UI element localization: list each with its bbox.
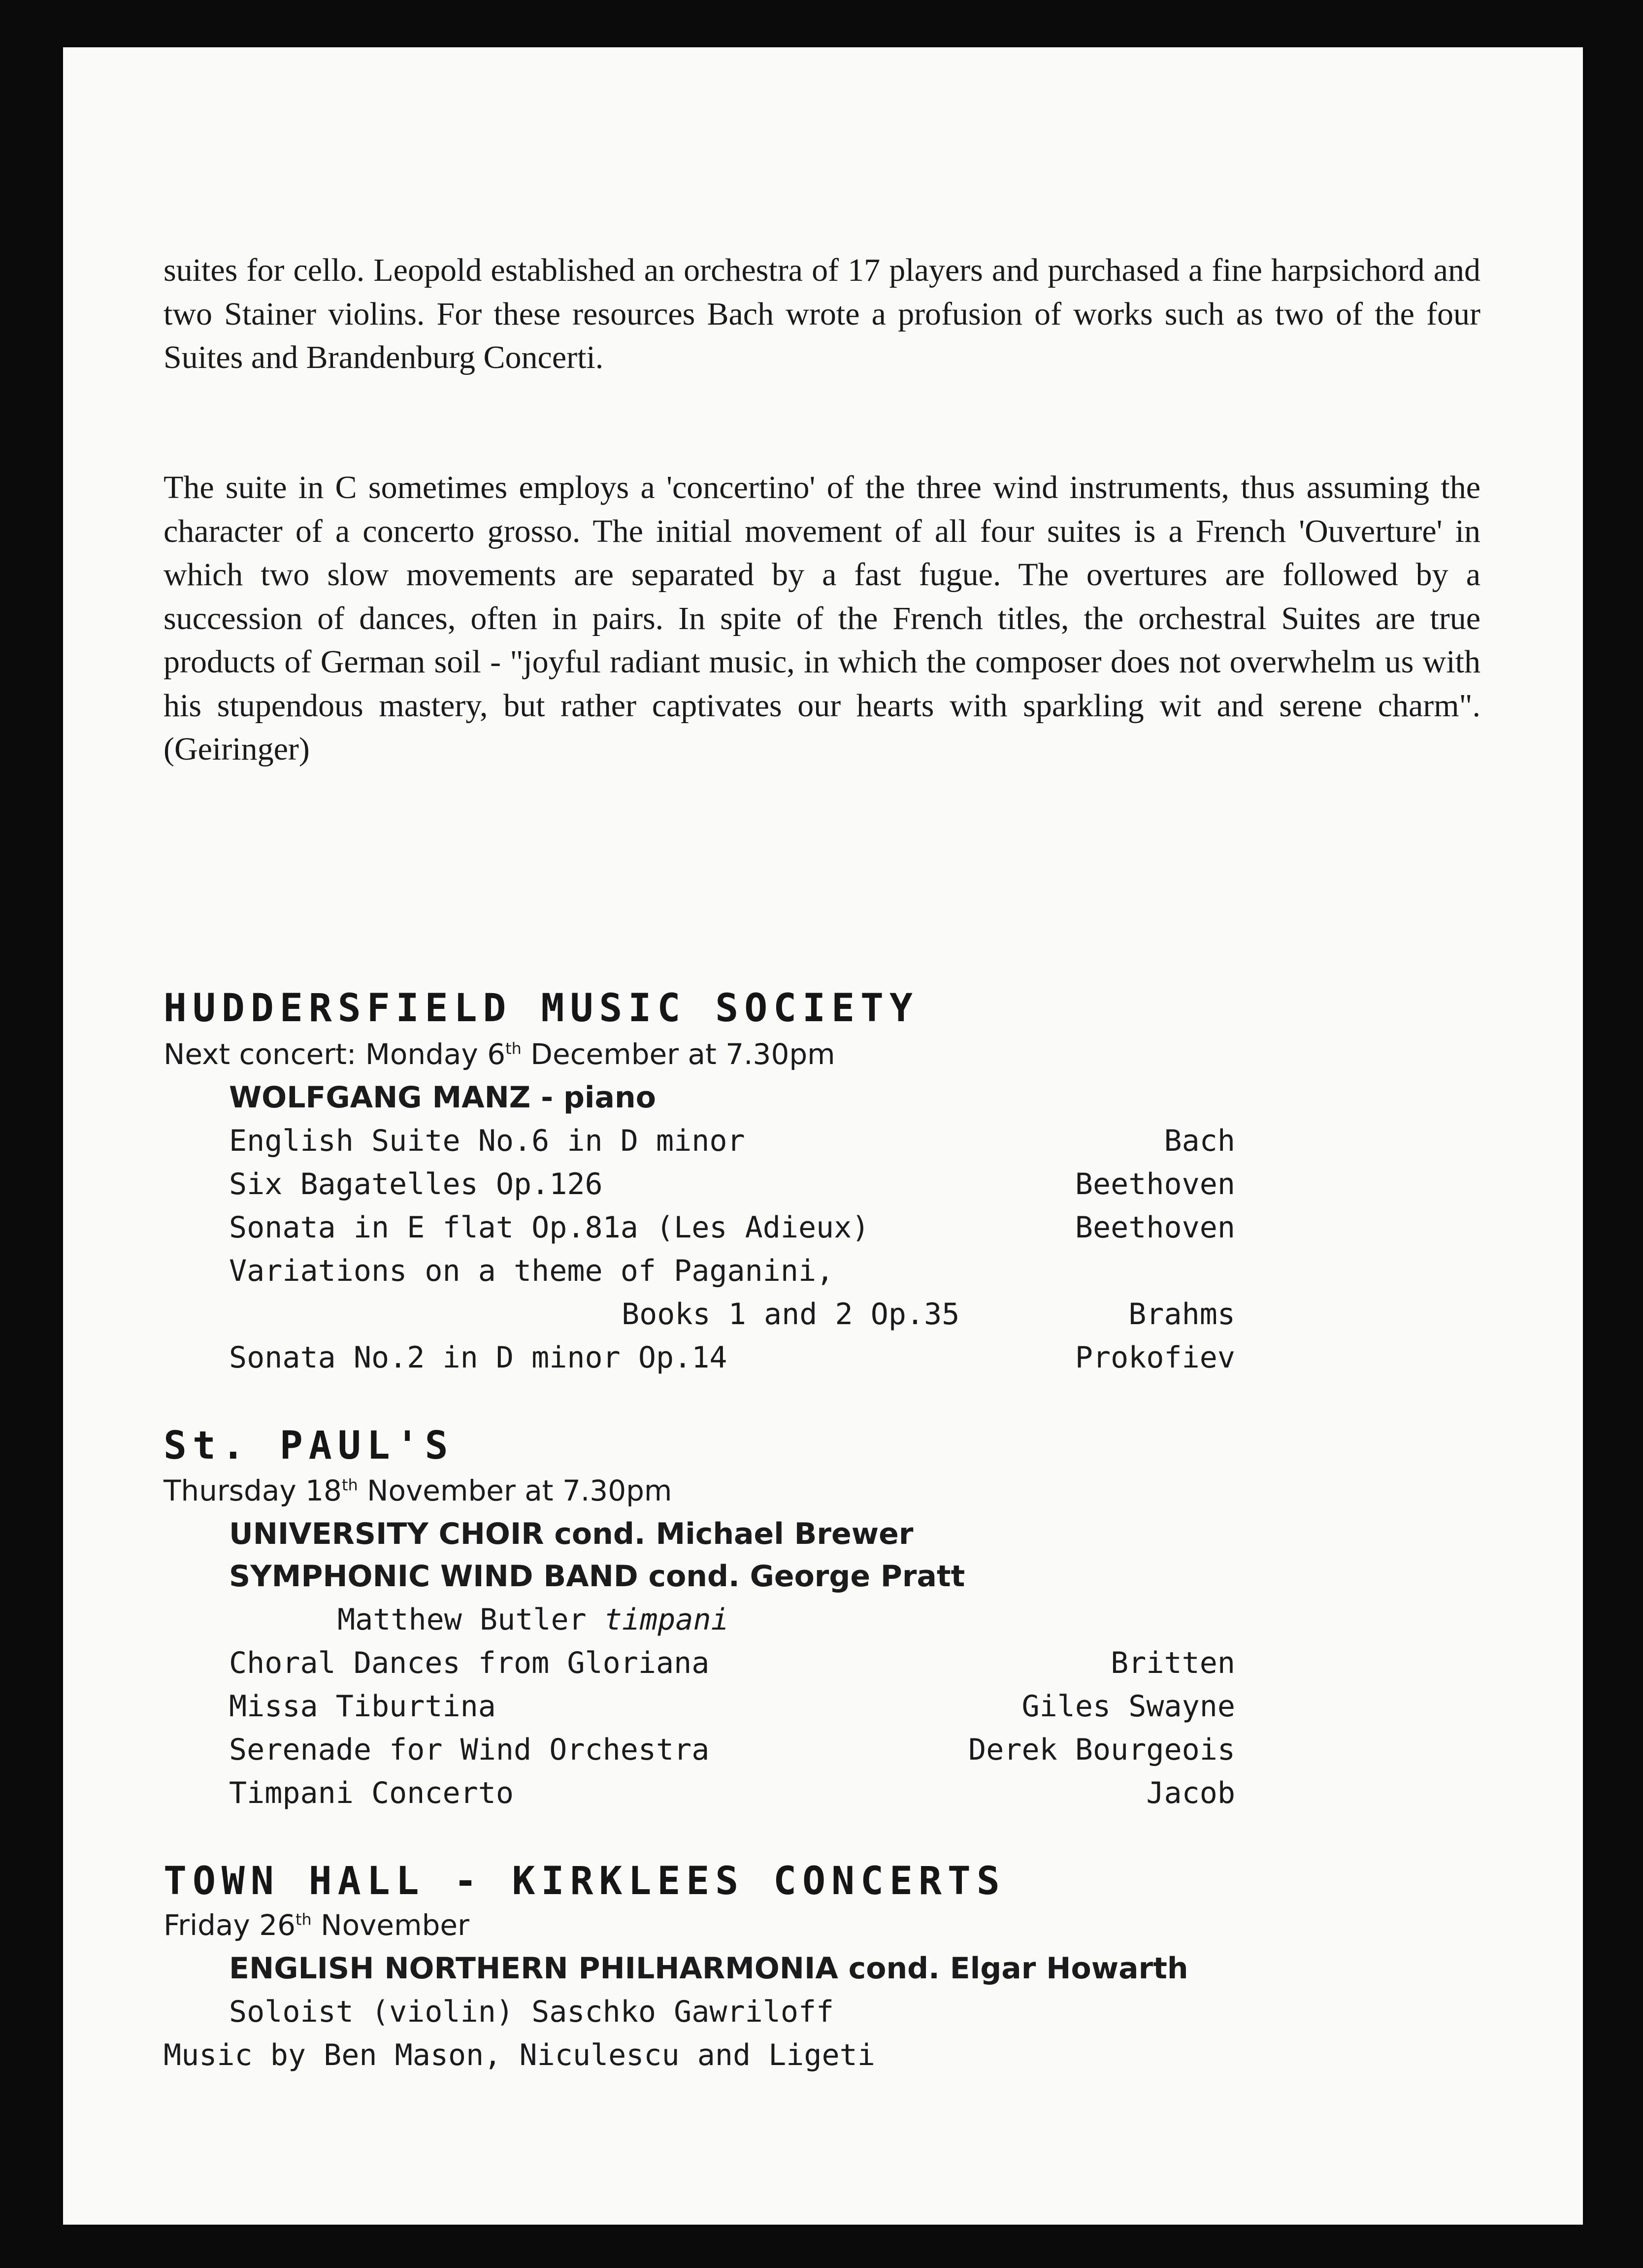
hms-heading: HUDDERSFIELD MUSIC SOCIETY: [164, 986, 919, 1031]
hms-work-composer: Beethoven: [1075, 1167, 1235, 1201]
hms-work-composer: Brahms: [1128, 1297, 1235, 1332]
townhall-heading: TOWN HALL - KIRKLEES CONCERTS: [164, 1859, 1006, 1903]
hms-work-title: Books 1 and 2 Op.35: [622, 1297, 960, 1332]
hms-work-composer: Prokofiev: [1075, 1340, 1235, 1375]
stpauls-work-title: Serenade for Wind Orchestra: [229, 1733, 710, 1767]
stpauls-work-title: Missa Tiburtina: [229, 1689, 496, 1724]
hms-work-title: English Suite No.6 in D minor: [229, 1124, 745, 1158]
townhall-soloist: Soloist (violin) Saschko Gawriloff: [229, 1995, 834, 2029]
stpauls-performer-2: SYMPHONIC WIND BAND cond. George Pratt: [229, 1559, 965, 1594]
stpauls-performer-1: UNIVERSITY CHOIR cond. Michael Brewer: [229, 1517, 914, 1551]
townhall-music: Music by Ben Mason, Niculescu and Ligeti: [164, 2038, 875, 2072]
hms-next-concert: Next concert: Monday 6th December at 7.30pm: [164, 1037, 835, 1071]
hms-work-composer: Beethoven: [1075, 1210, 1235, 1245]
stpauls-soloist: Matthew Butler timpani: [337, 1602, 729, 1637]
stpauls-work-composer: Derek Bourgeois: [968, 1733, 1235, 1767]
stpauls-work-composer: Giles Swayne: [1021, 1689, 1235, 1724]
hms-work-title: Sonata No.2 in D minor Op.14: [229, 1340, 727, 1375]
hms-work-title: Sonata in E flat Op.81a (Les Adieux): [229, 1210, 870, 1245]
stpauls-date: Thursday 18th November at 7.30pm: [164, 1474, 672, 1507]
hms-work-title: Variations on a theme of Paganini,: [229, 1254, 834, 1288]
hms-work-title: Six Bagatelles Op.126: [229, 1167, 603, 1201]
stpauls-work-composer: Jacob: [1146, 1776, 1235, 1810]
hms-work-composer: Bach: [1164, 1124, 1235, 1158]
stpauls-work-composer: Britten: [1111, 1646, 1235, 1680]
stpauls-work-title: Timpani Concerto: [229, 1776, 514, 1810]
intro-paragraph-1: suites for cello. Leopold established an orchestra of 17 players and purchased a fine harpsichord and two Stainer violins. For these resources Bach wrote a profusion of works such as two of the four Suites and Brandenburg Concerti.: [164, 252, 1480, 375]
intro-paragraph-2: The suite in C sometimes employs a 'concertino' of the three wind instruments, thus assuming the character of a concerto grosso. The initial movement of all four suites is a French 'Ouverture' in which two slow movements are separated by a fast fugue. The overtures are followed by a succession of dances, often in pairs. In spite of the French titles, the orchestral Suites are true products of German soil - "joyful radiant music, in which the composer does not overwhelm us with his stupendous mastery, but rather captivates our hearts with sparkling wit and serene charm". (Geiringer): [164, 469, 1480, 767]
townhall-performer: ENGLISH NORTHERN PHILHARMONIA cond. Elgar Howarth: [229, 1951, 1188, 1986]
hms-performer: WOLFGANG MANZ - piano: [229, 1080, 656, 1115]
townhall-date: Friday 26th November: [164, 1908, 469, 1942]
stpauls-heading: St. PAUL'S: [164, 1424, 454, 1468]
stpauls-work-title: Choral Dances from Gloriana: [229, 1646, 710, 1680]
